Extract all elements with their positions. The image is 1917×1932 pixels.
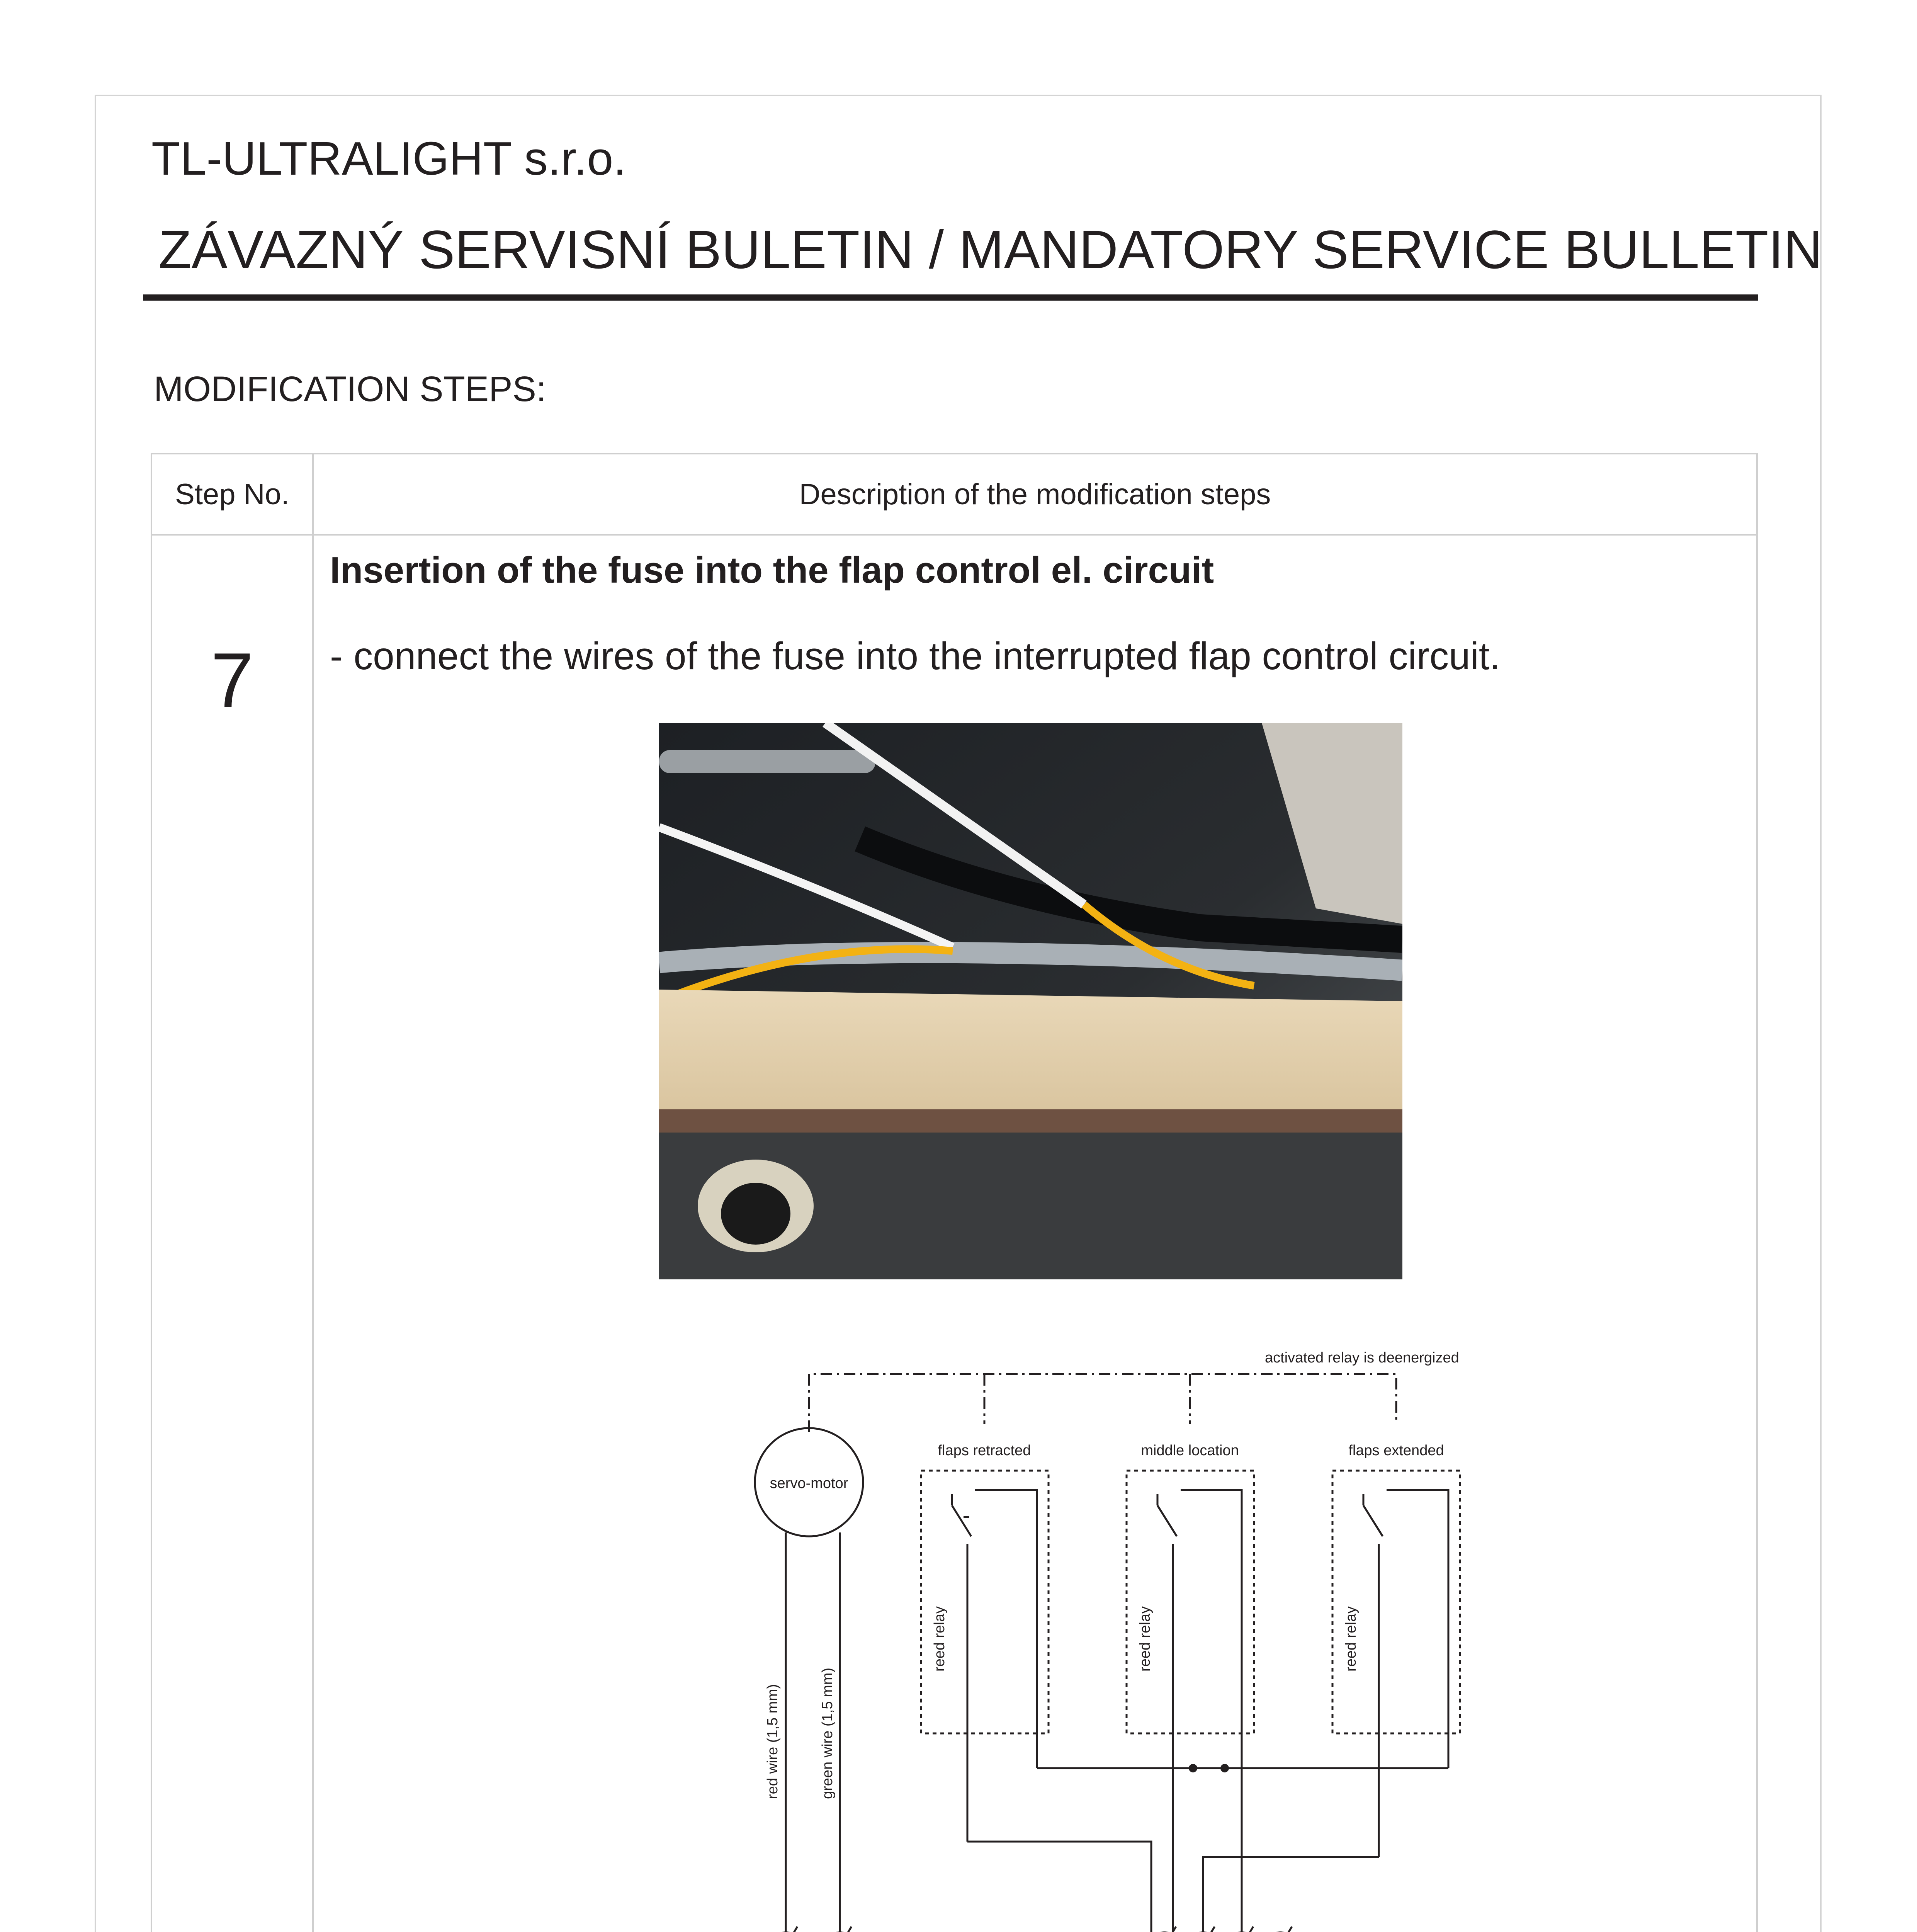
reed-relay-label-3: reed relay: [1343, 1606, 1359, 1672]
table-column-divider: [312, 454, 314, 1932]
middle-location-label: middle location: [1141, 1442, 1239, 1459]
step-instruction: - connect the wires of the fuse into the interrupted flap control circuit.: [330, 634, 1501, 678]
steps-table: [151, 453, 1758, 1932]
flaps-retracted-label: flaps retracted: [938, 1442, 1031, 1459]
wiring-diagram: [539, 1312, 1659, 1932]
company-name: TL-ULTRALIGHT s.r.o.: [151, 132, 627, 185]
reed-relay-label-1: reed relay: [931, 1606, 948, 1672]
reed-relay-label-2: reed relay: [1137, 1606, 1153, 1672]
header-step-no: Step No.: [175, 478, 289, 511]
green-wire-vertical-label: green wire (1,5 mm): [819, 1668, 836, 1799]
flaps-extended-label: flaps extended: [1348, 1442, 1444, 1459]
relay-note-label: activated relay is deenergized: [1265, 1350, 1459, 1366]
header-description: Description of the modification steps: [799, 478, 1271, 511]
wiring-photo: [659, 723, 1402, 1279]
red-wire-label: red wire (1,5 mm): [765, 1684, 781, 1799]
step-title: Insertion of the fuse into the flap control el. circuit: [330, 549, 1214, 591]
table-header-divider: [152, 534, 1756, 536]
section-title: MODIFICATION STEPS:: [154, 369, 546, 409]
header-rule: [143, 294, 1758, 301]
bulletin-title: ZÁVAZNÝ SERVISNÍ BULETIN / MANDATORY SERVICE BULLETIN: [158, 219, 1823, 280]
servo-motor-label: servo-motor: [770, 1475, 848, 1492]
step-number: 7: [211, 637, 254, 723]
